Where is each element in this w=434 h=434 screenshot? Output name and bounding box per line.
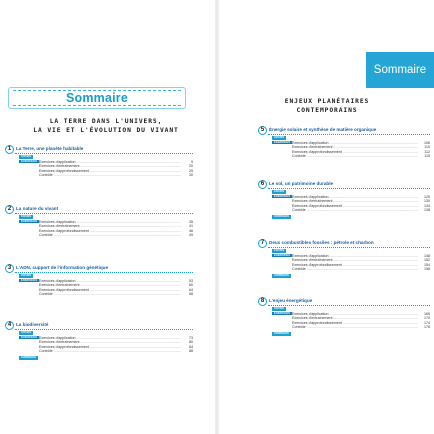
chapter-number-badge: 7 — [258, 239, 267, 248]
toc-item[interactable]: Exercices d'entraînement ..... — [39, 224, 181, 228]
chapter-divider — [268, 305, 430, 306]
toc-page: 125 — [424, 194, 430, 199]
chapter-divider — [268, 134, 430, 135]
toc-page: 170 — [424, 316, 430, 321]
chapter-number-badge: 1 — [5, 145, 14, 154]
chapter-number-badge: 2 — [5, 205, 14, 214]
tag-cours: COURS — [21, 273, 32, 277]
chapter-6[interactable] — [258, 180, 430, 219]
book-gutter — [215, 0, 219, 434]
tag-exercices: EXERCICES — [21, 277, 38, 282]
chapter-divider — [15, 272, 193, 273]
chapter-5[interactable] — [258, 126, 430, 159]
toc-page: 178 — [424, 325, 430, 330]
toc-page: 20 — [189, 164, 193, 169]
chapter-number-badge: 4 — [5, 321, 14, 330]
toc-item[interactable]: Contrôle ..... — [292, 267, 418, 271]
toc-item[interactable]: Exercices d'entraînement ..... — [292, 199, 418, 203]
part-heading-line1: ENJEUX PLANÉTAIRES — [284, 98, 370, 105]
toc-page: 154 — [424, 262, 430, 267]
toc-page: 30 — [189, 173, 193, 178]
toc-item[interactable]: Exercices d'application ..... — [292, 141, 418, 145]
sommaire-title: Sommaire — [65, 91, 129, 105]
part-heading-line2: LA VIE ET L'ÉVOLUTION DU VIVANT — [33, 127, 179, 134]
tag-corriges: CORRIGÉS — [274, 272, 289, 277]
chapter-title[interactable]: L'enjeu énergétique — [269, 298, 313, 303]
toc-page: 41 — [189, 224, 193, 229]
toc-item[interactable]: Exercices d'approfondissement ..... — [292, 150, 418, 154]
tag-exercices: EXERCICES — [274, 252, 291, 257]
toc-item[interactable]: Exercices d'application ..... — [39, 336, 181, 340]
chapter-1[interactable] — [5, 145, 193, 178]
chapter-title[interactable]: Énergie solaire et synthèse de matière organique — [269, 127, 377, 132]
toc-item[interactable]: Exercices d'approfondissement ..... — [39, 169, 181, 173]
part-heading-line2: CONTEMPORAINS — [296, 107, 358, 114]
chapter-2[interactable] — [5, 205, 193, 238]
tag-cours: COURS — [21, 154, 32, 158]
toc-page: 64 — [189, 287, 193, 292]
toc-item[interactable]: Exercices d'entraînement ..... — [39, 164, 181, 168]
toc-page: 49 — [189, 233, 193, 238]
chapter-title[interactable]: La nature du vivant — [16, 206, 59, 211]
tag-cours: COURS — [274, 306, 285, 310]
tag-exercices: EXERCICES — [274, 310, 291, 315]
tag-exercices: EXERCICES — [274, 193, 291, 198]
tag-cours: COURS — [274, 189, 285, 193]
toc-page: 35 — [189, 219, 193, 224]
part-heading-line1: LA TERRE DANS L'UNIVERS, — [49, 118, 163, 125]
toc-page: 60 — [189, 283, 193, 288]
toc-page: 80 — [189, 340, 193, 345]
sommaire-banner — [8, 87, 186, 109]
toc-item[interactable]: Exercices d'entraînement ..... — [39, 283, 181, 287]
tag-cours: COURS — [274, 135, 285, 139]
toc-page: 112 — [424, 149, 430, 154]
toc-page: 68 — [189, 292, 193, 297]
chapter-number-badge: 3 — [5, 264, 14, 273]
tag-cours: COURS — [274, 248, 285, 252]
toc-item[interactable]: Exercices d'approfondissement ..... — [39, 345, 181, 349]
chapter-divider — [268, 188, 430, 189]
toc-item[interactable]: Contrôle ..... — [39, 233, 181, 237]
toc-page: 130 — [424, 199, 430, 204]
banner-dashed-border — [13, 105, 181, 106]
toc-item[interactable]: Exercices d'application ..... — [292, 254, 418, 258]
toc-page: 115 — [424, 154, 430, 159]
toc-item[interactable]: Exercices d'approfondissement ..... — [292, 321, 418, 325]
toc-item[interactable]: Exercices d'approfondissement ..... — [292, 263, 418, 267]
toc-item[interactable]: Exercices d'entraînement ..... — [292, 145, 418, 149]
toc-item[interactable]: Exercices d'application ..... — [292, 312, 418, 316]
toc-page: 152 — [424, 258, 430, 263]
chapter-number-badge: 5 — [258, 126, 267, 135]
chapter-number-badge: 6 — [258, 180, 267, 189]
chapter-title[interactable]: L'ADN, support de l'information génétique — [16, 265, 109, 270]
tag-corriges: CORRIGÉS — [21, 354, 36, 359]
toc-item[interactable]: Contrôle ..... — [292, 208, 418, 212]
toc-page: 25 — [189, 168, 193, 173]
chapter-divider — [268, 247, 430, 248]
toc-item[interactable]: Exercices d'approfondissement ..... — [292, 204, 418, 208]
toc-item[interactable]: Exercices d'entraînement ..... — [292, 316, 418, 320]
chapter-divider — [15, 329, 193, 330]
tag-exercices: EXERCICES — [21, 218, 38, 223]
toc-page: 110 — [424, 145, 430, 150]
chapter-title[interactable]: Le sol, un patrimoine durable — [269, 181, 334, 186]
toc-page: 134 — [424, 203, 430, 208]
chapter-title[interactable]: La Terre, une planète habitable — [16, 146, 84, 151]
chapter-3[interactable] — [5, 264, 193, 297]
toc-page: 53 — [189, 278, 193, 283]
tag-cours: COURS — [21, 214, 32, 218]
tag-exercices: EXERCICES — [21, 158, 38, 163]
toc-item[interactable]: Exercices d'application ..... — [39, 160, 181, 164]
toc-page: 148 — [424, 253, 430, 258]
tag-cours: COURS — [21, 330, 32, 334]
chapter-title[interactable]: La biodiversité — [16, 322, 49, 327]
toc-item[interactable]: Exercices d'entraînement ..... — [39, 340, 181, 344]
chapter-title[interactable]: Deux combustibles fossiles : pétrole et charbon — [269, 240, 374, 245]
sommaire-tab: Sommaire — [366, 52, 434, 88]
toc-page: 88 — [189, 349, 193, 354]
toc-item[interactable]: Contrôle ..... — [39, 173, 181, 177]
toc-item[interactable]: Contrôle ..... — [292, 154, 418, 158]
chapter-7[interactable] — [258, 239, 430, 278]
tag-corriges: CORRIGÉS — [274, 213, 289, 218]
toc-item[interactable]: Exercices d'entraînement ..... — [292, 258, 418, 262]
tag-exercices: EXERCICES — [21, 334, 38, 339]
toc-item[interactable]: Exercices d'application ..... — [292, 195, 418, 199]
chapter-8[interactable] — [258, 297, 430, 336]
toc-item[interactable]: Exercices d'application ..... — [39, 220, 181, 224]
toc-page: 165 — [424, 311, 430, 316]
toc-page: 46 — [189, 228, 193, 233]
chapter-4[interactable] — [5, 321, 193, 360]
tag-exercices: EXERCICES — [274, 139, 291, 144]
toc-page: 106 — [424, 140, 430, 145]
toc-page: 156 — [424, 267, 430, 272]
chapter-number-badge: 8 — [258, 297, 267, 306]
toc-item[interactable]: Contrôle ..... — [39, 292, 181, 296]
toc-page: 138 — [424, 208, 430, 213]
toc-page: 174 — [424, 320, 430, 325]
toc-page: 73 — [189, 335, 193, 340]
toc-item[interactable]: Exercices d'approfondissement ..... — [39, 229, 181, 233]
toc-page: 9 — [191, 159, 193, 164]
tag-corriges: CORRIGÉS — [274, 330, 289, 335]
toc-item[interactable]: Exercices d'approfondissement ..... — [39, 288, 181, 292]
toc-item[interactable]: Contrôle ..... — [39, 349, 181, 353]
toc-item[interactable]: Contrôle ..... — [292, 325, 418, 329]
chapter-divider — [15, 153, 193, 154]
chapter-divider — [15, 213, 193, 214]
toc-page: 84 — [189, 344, 193, 349]
toc-item[interactable]: Exercices d'application ..... — [39, 279, 181, 283]
